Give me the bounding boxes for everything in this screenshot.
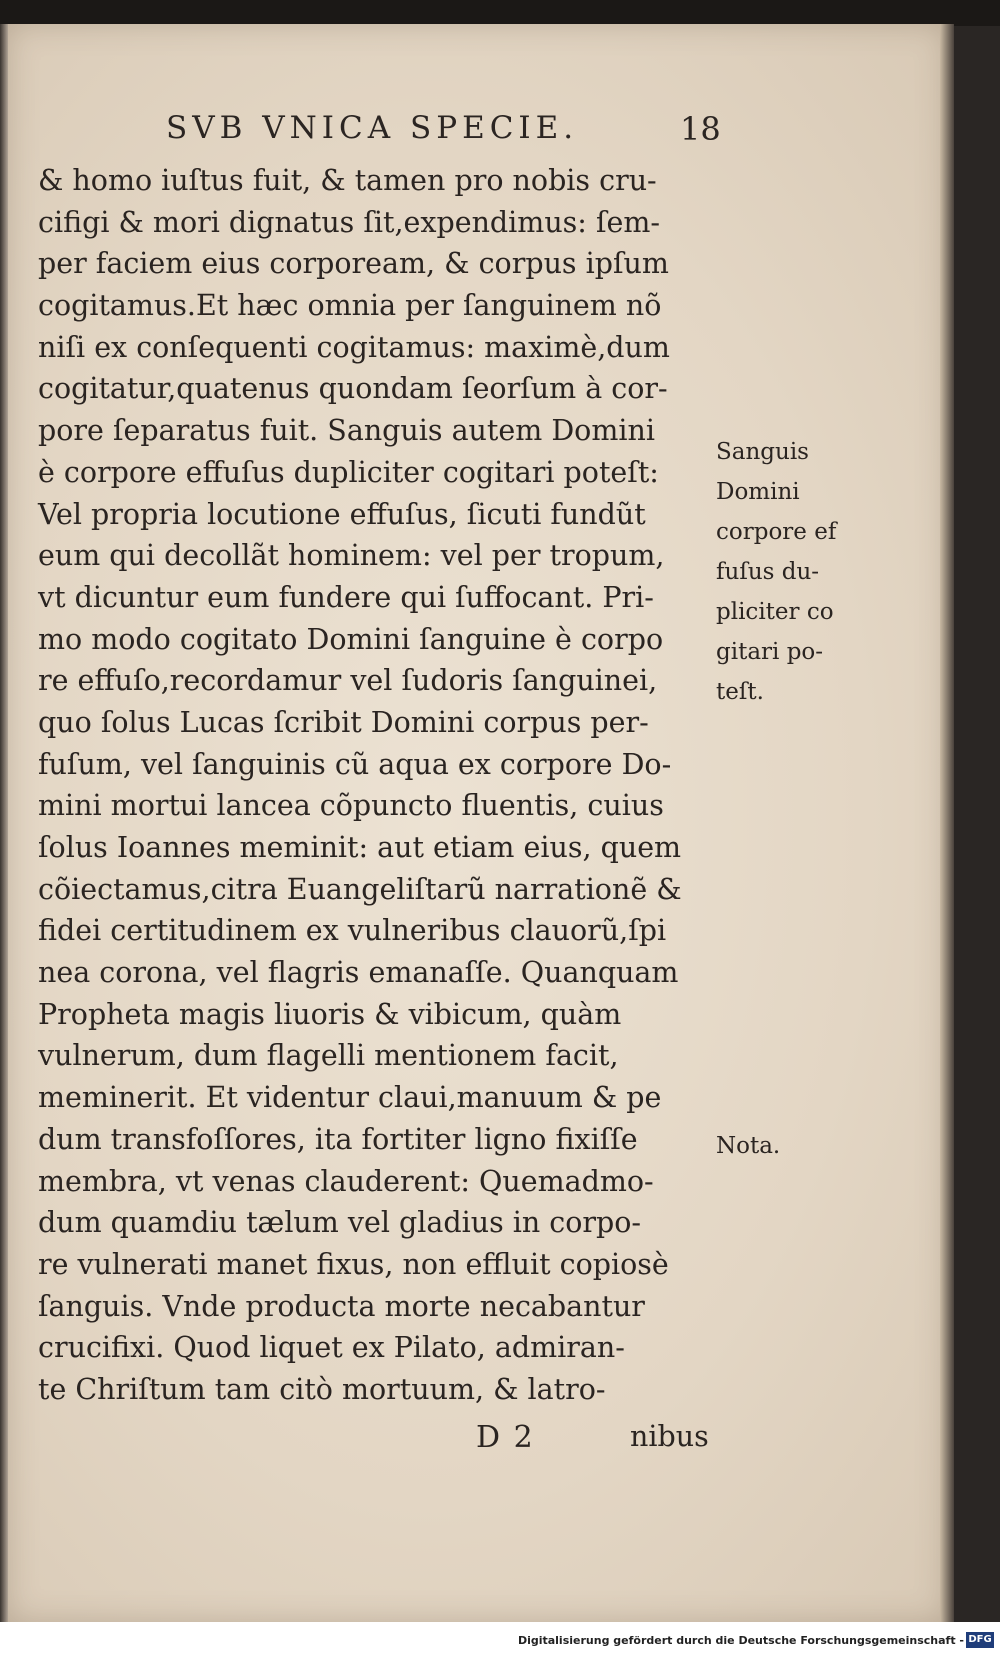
- text-line: cogitatur,quatenus quondam ſeorſum à cor-: [38, 372, 668, 406]
- body-text: [38, 160, 718, 1411]
- text-line: cogitamus.Et hæc omnia per ſanguinem nõ: [38, 289, 662, 323]
- margin-note-line: corpore ef: [716, 519, 837, 545]
- running-title: SVB VNICA SPECIE.: [166, 110, 579, 146]
- catchword: nibus: [630, 1420, 709, 1453]
- text-line: per faciem eius corpoream, & corpus ipſum: [38, 247, 669, 281]
- text-line: Vel propria locutione effuſus, ſicuti fundũt: [38, 497, 646, 531]
- text-line: eum qui decollãt hominem: vel per tropum,: [38, 539, 665, 573]
- text-line: mo modo cogitato Domini ſanguine è corpo: [38, 622, 664, 656]
- text-line: vulnerum, dum flagelli mentionem facit,: [38, 1039, 619, 1073]
- page-number: 18: [680, 110, 721, 148]
- text-line: è corpore effuſus dupliciter cogitari poteſt:: [38, 455, 659, 489]
- margin-note-line: Domini: [716, 479, 800, 505]
- margin-note-line: gitari po-: [716, 639, 824, 665]
- text-line: dum transfoſſores, ita fortiter ligno fixiſſe: [38, 1122, 638, 1156]
- text-line: re effuſo,recordamur vel ſudoris ſanguinei,: [38, 664, 658, 698]
- text-line: crucifixi. Quod liquet ex Pilato, admiran-: [38, 1331, 625, 1365]
- page-footer-line: [470, 1420, 730, 1464]
- digitization-footer: [0, 1622, 1000, 1658]
- margin-note-line: fuſus du-: [716, 559, 820, 585]
- scan-top-border: [0, 0, 1000, 26]
- text-line: & homo iuſtus fuit, & tamen pro nobis cru-: [38, 164, 657, 197]
- dfg-logo: DFG: [966, 1632, 994, 1648]
- text-line: quo ſolus Lucas ſcribit Domini corpus per-: [38, 705, 649, 739]
- text-line: re vulnerati manet fixus, non effluit copiosè: [38, 1247, 669, 1281]
- funding-credit: Digitalisierung gefördert durch die Deutsche Forschungsgemeinschaft -: [517, 1634, 964, 1647]
- text-line: pore ſeparatus fuit. Sanguis autem Domini: [38, 414, 655, 448]
- text-line: meminerit. Et videntur claui,manuum & pe: [38, 1081, 662, 1115]
- text-line: Propheta magis liuoris & vibicum, quàm: [38, 997, 622, 1031]
- text-line: cifigi & mori dignatus ſit,expendimus: ſem-: [38, 205, 661, 239]
- text-line: ſolus Ioannes meminit: aut etiam eius, quem: [38, 831, 682, 864]
- text-line: vt dicuntur eum fundere qui ſuffocant. Pri-: [38, 580, 654, 614]
- text-line: cõiectamus,citra Euangeliſtarũ narrationẽ &: [38, 872, 682, 906]
- margin-note-sanguis: [716, 432, 866, 712]
- text-line: fidei certitudinem ex vulneribus clauorũ,ſpi: [38, 914, 667, 948]
- text-line: fuſum, vel ſanguinis cũ aqua ex corpore Do-: [38, 747, 672, 781]
- text-line: mini mortui lancea cõpuncto fluentis, cuius: [38, 789, 664, 823]
- margin-note-line: pliciter co: [716, 599, 834, 625]
- page-right-edge: [940, 24, 954, 1622]
- text-line: dum quamdiu tælum vel gladius in corpo-: [38, 1206, 642, 1240]
- page-header: [160, 110, 720, 156]
- text-line: niſi ex conſequenti cogitamus: maximè,dum: [38, 330, 670, 364]
- text-line: te Chriſtum tam citò mortuum, & latro-: [38, 1372, 606, 1406]
- text-line: membra, vt venas clauderent: Quemadmo-: [38, 1164, 654, 1198]
- margin-note-line: teſt.: [716, 679, 764, 705]
- margin-note-nota: [716, 1126, 866, 1166]
- margin-note-line: Nota.: [716, 1133, 781, 1159]
- text-line: ſanguis. Vnde producta morte necabantur: [38, 1289, 645, 1323]
- signature-mark: D 2: [476, 1420, 535, 1455]
- margin-note-line: Sanguis: [716, 439, 809, 465]
- text-line: nea corona, vel flagris emanaſſe. Quanquam: [38, 956, 679, 990]
